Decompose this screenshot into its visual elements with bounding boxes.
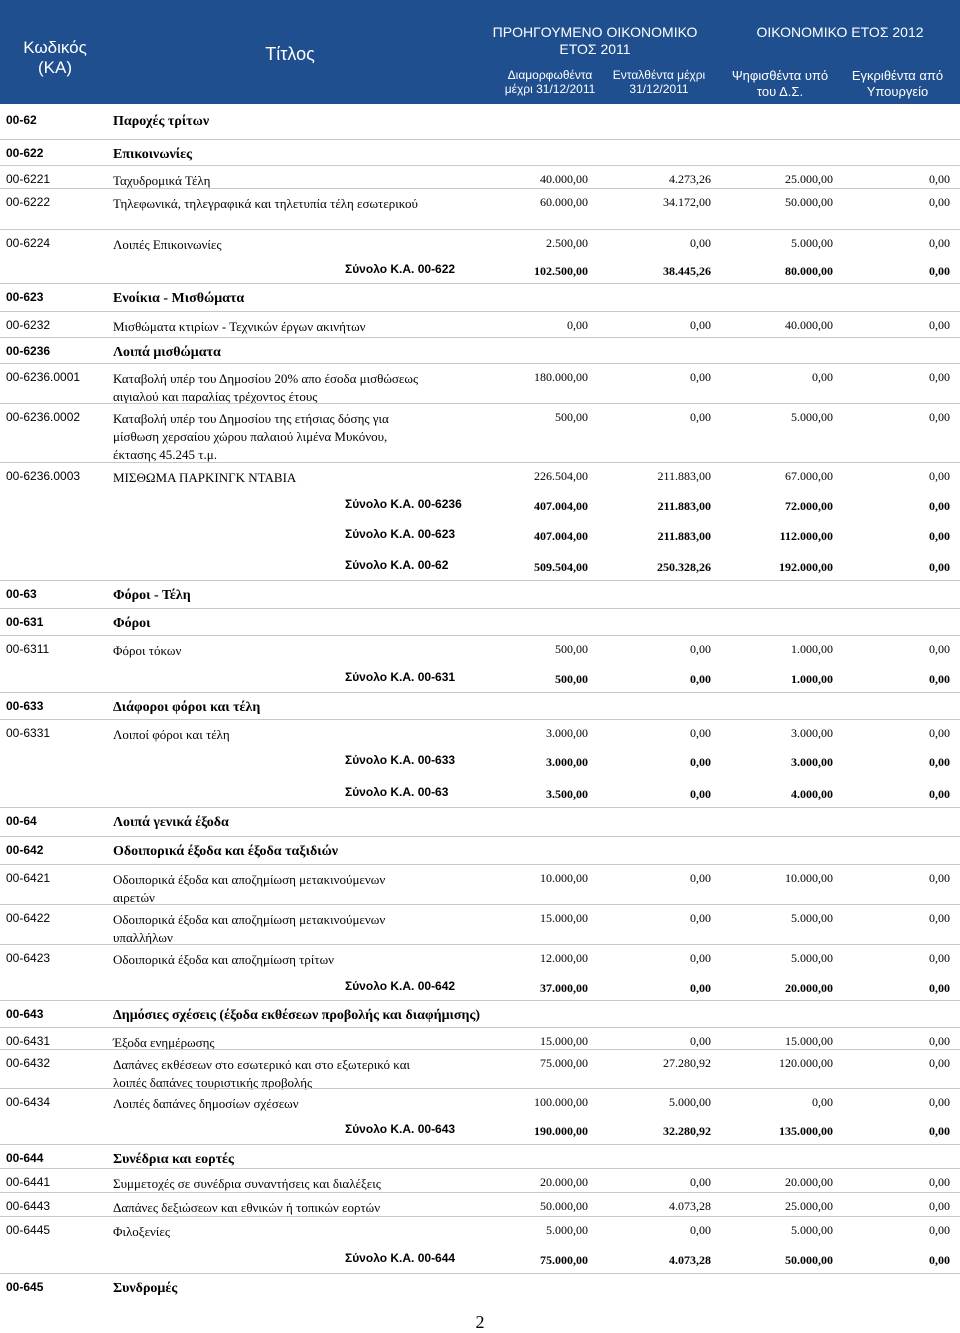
- amount-col-2: 0,00: [690, 951, 711, 965]
- table-row: [0, 462, 960, 485]
- amount-col-4: 0,00: [929, 529, 950, 543]
- amount-col-4: 0,00: [929, 1056, 950, 1070]
- table-row: [0, 311, 960, 334]
- amount-col-4: 0,00: [929, 195, 950, 209]
- header-code: Κωδικός (ΚΑ): [23, 38, 87, 78]
- row-code: 00-6222: [6, 195, 51, 209]
- amount-col-3: 1.000,00: [791, 642, 833, 656]
- amount-col-1: 500,00: [555, 672, 588, 686]
- total-label: Σύνολο Κ.Α. 00-6236: [345, 497, 462, 511]
- row-title: Οδοιπορικά έξοδα και αποζημίωση μετακινούμενων αιρετών: [113, 872, 386, 905]
- total-label: Σύνολο Κ.Α. 00-644: [345, 1251, 456, 1265]
- table-header: [0, 0, 960, 104]
- amount-col-4: 0,00: [929, 1124, 950, 1138]
- amount-col-4: 0,00: [929, 1095, 950, 1109]
- total-label: Σύνολο Κ.Α. 00-63: [345, 785, 449, 799]
- total-label: Σύνολο Κ.Α. 00-642: [345, 979, 456, 993]
- amount-col-2: 211.883,00: [657, 469, 711, 483]
- table-row: [0, 188, 960, 211]
- row-title: Έξοδα ενημέρωσης: [113, 1035, 215, 1050]
- row-code: 00-6236: [6, 344, 51, 358]
- table-row: [0, 403, 960, 462]
- amount-col-1: 500,00: [555, 410, 588, 424]
- amount-col-1: 10.000,00: [540, 871, 588, 885]
- row-code: 00-6441: [6, 1175, 51, 1189]
- amount-col-3: 72.000,00: [785, 499, 833, 513]
- row-code: 00-631: [6, 615, 44, 629]
- table-row: [0, 165, 960, 188]
- amount-col-2: 0,00: [690, 1175, 711, 1189]
- amount-col-3: 5.000,00: [791, 911, 833, 925]
- row-title: ΜΙΣΘΩΜΑ ΠΑΡΚΙΝΓΚ ΝΤΑΒΙΑ: [113, 470, 297, 485]
- row-title: Καταβολή υπέρ του Δημοσίου 20% απο έσοδα μισθώσεως αιγιαλού και παραλίας τρέχοντος έτους: [113, 371, 419, 404]
- total-label: Σύνολο Κ.Α. 00-622: [345, 262, 456, 276]
- row-code: 00-6432: [6, 1056, 51, 1070]
- amount-col-3: 120.000,00: [779, 1056, 833, 1070]
- row-code: 00-6311: [6, 642, 50, 656]
- amount-col-3: 67.000,00: [785, 469, 833, 483]
- amount-col-2: 38.445,26: [663, 264, 711, 278]
- row-code: 00-6431: [6, 1034, 51, 1048]
- amount-col-4: 0,00: [929, 672, 950, 686]
- row-code: 00-6423: [6, 951, 51, 965]
- header-cur-col-a: Ψηφισθέντα υπό του Δ.Σ.: [731, 68, 829, 99]
- amount-col-3: 20.000,00: [785, 1175, 833, 1189]
- row-code: 00-6331: [6, 726, 51, 740]
- row-title: Τηλεφωνικά, τηλεγραφικά και τηλετυπία τέλη εσωτερικού: [113, 196, 418, 211]
- row-code: 00-623: [6, 290, 44, 304]
- amount-col-1: 75.000,00: [540, 1253, 588, 1267]
- amount-col-1: 50.000,00: [540, 1199, 588, 1213]
- amount-col-4: 0,00: [929, 1034, 950, 1048]
- amount-col-4: 0,00: [929, 172, 950, 186]
- row-title: Δημόσιες σχέσεις (έξοδα εκθέσεων προβολής και διαφήμισης): [113, 1008, 481, 1023]
- amount-col-2: 0,00: [690, 642, 711, 656]
- amount-col-4: 0,00: [929, 871, 950, 885]
- amount-col-3: 135.000,00: [779, 1124, 833, 1138]
- amount-col-2: 0,00: [690, 410, 711, 424]
- row-code: 00-645: [6, 1280, 44, 1294]
- amount-col-2: 0,00: [690, 787, 711, 801]
- section-row: [0, 1000, 960, 1023]
- amount-col-3: 25.000,00: [785, 172, 833, 186]
- row-code: 00-622: [6, 146, 44, 160]
- amount-col-3: 3.000,00: [791, 726, 833, 740]
- row-title: Διάφοροι φόροι και τέλη: [113, 700, 261, 715]
- header-title: Τίτλος: [265, 44, 315, 64]
- section-row: [0, 608, 960, 631]
- amount-col-3: 15.000,00: [785, 1034, 833, 1048]
- amount-col-2: 211.883,00: [657, 529, 711, 543]
- section-row: [0, 580, 960, 603]
- row-title: Παροχές τρίτων: [113, 114, 210, 129]
- header-prev-col-b: Ενταλθέντα μέχρι 31/12/2011: [612, 68, 706, 97]
- amount-col-1: 12.000,00: [540, 951, 588, 965]
- amount-col-1: 500,00: [555, 642, 588, 656]
- section-row: [0, 1273, 960, 1296]
- amount-col-4: 0,00: [929, 318, 950, 332]
- amount-col-2: 0,00: [690, 755, 711, 769]
- amount-col-1: 180.000,00: [534, 370, 588, 384]
- row-title: Λοιπά μισθώματα: [113, 345, 221, 360]
- amount-col-4: 0,00: [929, 410, 950, 424]
- amount-col-3: 5.000,00: [791, 1223, 833, 1237]
- section-row: [0, 807, 960, 830]
- amount-col-3: 80.000,00: [785, 264, 833, 278]
- amount-col-4: 0,00: [929, 726, 950, 740]
- amount-col-4: 0,00: [929, 499, 950, 513]
- amount-col-4: 0,00: [929, 1223, 950, 1237]
- row-title: Φόροι - Τέλη: [113, 588, 191, 603]
- amount-col-2: 0,00: [690, 1034, 711, 1048]
- table-row: [0, 1049, 960, 1090]
- amount-col-4: 0,00: [929, 236, 950, 250]
- amount-col-1: 190.000,00: [534, 1124, 588, 1138]
- amount-col-4: 0,00: [929, 787, 950, 801]
- amount-col-2: 0,00: [690, 236, 711, 250]
- table-row: [0, 229, 960, 252]
- total-label: Σύνολο Κ.Α. 00-631: [345, 670, 456, 684]
- amount-col-1: 20.000,00: [540, 1175, 588, 1189]
- row-code: 00-6443: [6, 1199, 51, 1213]
- row-code: 00-6236.0001: [6, 370, 81, 384]
- total-label: Σύνολο Κ.Α. 00-633: [345, 753, 456, 767]
- row-code: 00-6421: [6, 871, 51, 885]
- row-title: Μισθώματα κτιρίων - Τεχνικών έργων ακινήτων: [113, 319, 366, 334]
- row-code: 00-644: [6, 1151, 44, 1165]
- table-row: [0, 635, 960, 658]
- table-row: [0, 904, 960, 945]
- amount-col-3: 112.000,00: [779, 529, 833, 543]
- table-row: [0, 363, 960, 404]
- amount-col-1: 15.000,00: [540, 911, 588, 925]
- row-title: Φόροι: [113, 616, 151, 631]
- table-row: [0, 1168, 960, 1191]
- amount-col-1: 40.000,00: [540, 172, 588, 186]
- amount-col-2: 0,00: [690, 672, 711, 686]
- row-title: Λοιπά γενικά έξοδα: [113, 815, 229, 830]
- table-row: [0, 719, 960, 742]
- row-title: Λοιπές Επικοινωνίες: [113, 237, 222, 252]
- amount-col-3: 192.000,00: [779, 560, 833, 574]
- amount-col-1: 3.500,00: [546, 787, 588, 801]
- amount-col-3: 5.000,00: [791, 410, 833, 424]
- amount-col-4: 0,00: [929, 264, 950, 278]
- amount-col-3: 4.000,00: [791, 787, 833, 801]
- amount-col-2: 5.000,00: [669, 1095, 711, 1109]
- row-code: 00-6434: [6, 1095, 51, 1109]
- amount-col-1: 407.004,00: [534, 499, 588, 513]
- amount-col-2: 0,00: [690, 911, 711, 925]
- amount-col-3: 0,00: [812, 1095, 833, 1109]
- amount-col-4: 0,00: [929, 981, 950, 995]
- section-row: [0, 139, 960, 162]
- row-title: Οδοιπορικά έξοδα και αποζημίωση μετακινούμενων υπαλλήλων: [113, 912, 386, 945]
- row-title: Δαπάνες εκθέσεων στο εσωτερικό και στο εξωτερικό και λοιπές δαπάνες τουριστικής προβολής: [113, 1057, 411, 1090]
- row-title: Επικοινωνίες: [113, 147, 193, 162]
- amount-col-4: 0,00: [929, 911, 950, 925]
- section-row: [0, 283, 960, 306]
- row-title: Ταχυδρομικά Τέλη: [113, 173, 211, 188]
- amount-col-1: 226.504,00: [534, 469, 588, 483]
- row-code: 00-6236.0002: [6, 410, 81, 424]
- row-title: Καταβολή υπέρ του Δημοσίου της ετήσιας δόσης για μίσθωση χερσαίου χώρου παλαιού λιμένα Μυκόνου, έκτασης 45.245 τ.μ.: [113, 411, 389, 462]
- row-title: Συνδρομές: [113, 1281, 178, 1296]
- amount-col-2: 0,00: [690, 871, 711, 885]
- amount-col-1: 37.000,00: [540, 981, 588, 995]
- row-code: 00-64: [6, 814, 37, 828]
- amount-col-1: 100.000,00: [534, 1095, 588, 1109]
- row-title: Λοιποί φόροι και τέλη: [113, 727, 230, 742]
- amount-col-3: 50.000,00: [785, 195, 833, 209]
- amount-col-3: 0,00: [812, 370, 833, 384]
- amount-col-1: 0,00: [567, 318, 588, 332]
- amount-col-4: 0,00: [929, 1175, 950, 1189]
- amount-col-1: 5.000,00: [546, 1223, 588, 1237]
- row-code: 00-62: [6, 113, 37, 127]
- header-cur-col-b: Εγκριθέντα από Υπουργείο: [851, 68, 944, 99]
- amount-col-4: 0,00: [929, 560, 950, 574]
- amount-col-2: 4.273,26: [669, 172, 711, 186]
- amount-col-2: 27.280,92: [663, 1056, 711, 1070]
- amount-col-2: 0,00: [690, 318, 711, 332]
- amount-col-2: 0,00: [690, 370, 711, 384]
- header-prev-year: ΠΡΟΗΓΟΥΜΕΝΟ ΟΙΚΟΝΟΜΙΚΟ ΕΤΟΣ 2011: [492, 24, 698, 57]
- section-row: [0, 337, 960, 360]
- amount-col-2: 0,00: [690, 1223, 711, 1237]
- table-row: [0, 864, 960, 905]
- amount-col-4: 0,00: [929, 951, 950, 965]
- amount-col-3: 1.000,00: [791, 672, 833, 686]
- amount-col-3: 5.000,00: [791, 236, 833, 250]
- amount-col-3: 25.000,00: [785, 1199, 833, 1213]
- section-row: [0, 1144, 960, 1167]
- total-label: Σύνολο Κ.Α. 00-62: [345, 558, 449, 572]
- amount-col-3: 50.000,00: [785, 1253, 833, 1267]
- amount-col-4: 0,00: [929, 370, 950, 384]
- row-title: Ενοίκια - Μισθώματα: [113, 291, 245, 306]
- amount-col-2: 0,00: [690, 981, 711, 995]
- amount-col-1: 407.004,00: [534, 529, 588, 543]
- amount-col-3: 40.000,00: [785, 318, 833, 332]
- amount-col-3: 20.000,00: [785, 981, 833, 995]
- row-code: 00-6422: [6, 911, 51, 925]
- row-title: Φιλοξενίες: [113, 1224, 171, 1239]
- row-code: 00-63: [6, 587, 37, 601]
- table-row: [0, 1088, 960, 1111]
- header-current-year: ΟΙΚΟΝΟΜΙΚΟ ΕΤΟΣ 2012: [756, 24, 924, 40]
- amount-col-1: 509.504,00: [534, 560, 588, 574]
- section-row: [0, 836, 960, 859]
- row-code: 00-6232: [6, 318, 51, 332]
- amount-col-2: 4.073,28: [669, 1253, 711, 1267]
- total-label: Σύνολο Κ.Α. 00-643: [345, 1122, 456, 1136]
- row-code: 00-6445: [6, 1223, 51, 1237]
- table-row: [0, 944, 960, 967]
- amount-col-1: 15.000,00: [540, 1034, 588, 1048]
- row-code: 00-6224: [6, 236, 51, 250]
- amount-col-2: 32.280,92: [663, 1124, 711, 1138]
- amount-col-1: 75.000,00: [540, 1056, 588, 1070]
- amount-col-1: 102.500,00: [534, 264, 588, 278]
- amount-col-2: 0,00: [690, 726, 711, 740]
- table-row: [0, 1216, 960, 1239]
- row-title: Λοιπές δαπάνες δημοσίων σχέσεων: [113, 1096, 299, 1111]
- row-code: 00-642: [6, 843, 44, 857]
- amount-col-4: 0,00: [929, 1199, 950, 1213]
- amount-col-3: 3.000,00: [791, 755, 833, 769]
- row-title: Φόροι τόκων: [113, 643, 182, 658]
- header-prev-col-a: Διαμορφωθέντα μέχρι 31/12/2011: [504, 68, 596, 97]
- row-title: Οδοιπορικά έξοδα και έξοδα ταξιδιών: [113, 844, 339, 859]
- row-code: 00-633: [6, 699, 44, 713]
- row-title: Οδοιπορικά έξοδα και αποζημίωση τρίτων: [113, 952, 335, 967]
- amount-col-4: 0,00: [929, 642, 950, 656]
- page-number: 2: [475, 1312, 485, 1332]
- table-row: [0, 1027, 960, 1050]
- amount-col-2: 4.073,28: [669, 1199, 711, 1213]
- total-label: Σύνολο Κ.Α. 00-623: [345, 527, 456, 541]
- row-code: 00-6221: [6, 172, 51, 186]
- amount-col-1: 3.000,00: [546, 755, 588, 769]
- amount-col-2: 250.328,26: [657, 560, 711, 574]
- amount-col-3: 10.000,00: [785, 871, 833, 885]
- section-row: [0, 692, 960, 715]
- table-row: [0, 1192, 960, 1215]
- row-title: Δαπάνες δεξιώσεων και εθνικών ή τοπικών εορτών: [113, 1200, 381, 1215]
- amount-col-4: 0,00: [929, 755, 950, 769]
- amount-col-1: 3.000,00: [546, 726, 588, 740]
- amount-col-2: 34.172,00: [663, 195, 711, 209]
- amount-col-4: 0,00: [929, 1253, 950, 1267]
- row-code: 00-6236.0003: [6, 469, 81, 483]
- row-code: 00-643: [6, 1007, 44, 1021]
- amount-col-2: 211.883,00: [657, 499, 711, 513]
- row-title: Συμμετοχές σε συνέδρια συναντήσεις και διαλέξεις: [113, 1176, 381, 1191]
- amount-col-1: 60.000,00: [540, 195, 588, 209]
- amount-col-3: 5.000,00: [791, 951, 833, 965]
- amount-col-1: 2.500,00: [546, 236, 588, 250]
- row-title: Συνέδρια και εορτές: [113, 1152, 234, 1167]
- amount-col-4: 0,00: [929, 469, 950, 483]
